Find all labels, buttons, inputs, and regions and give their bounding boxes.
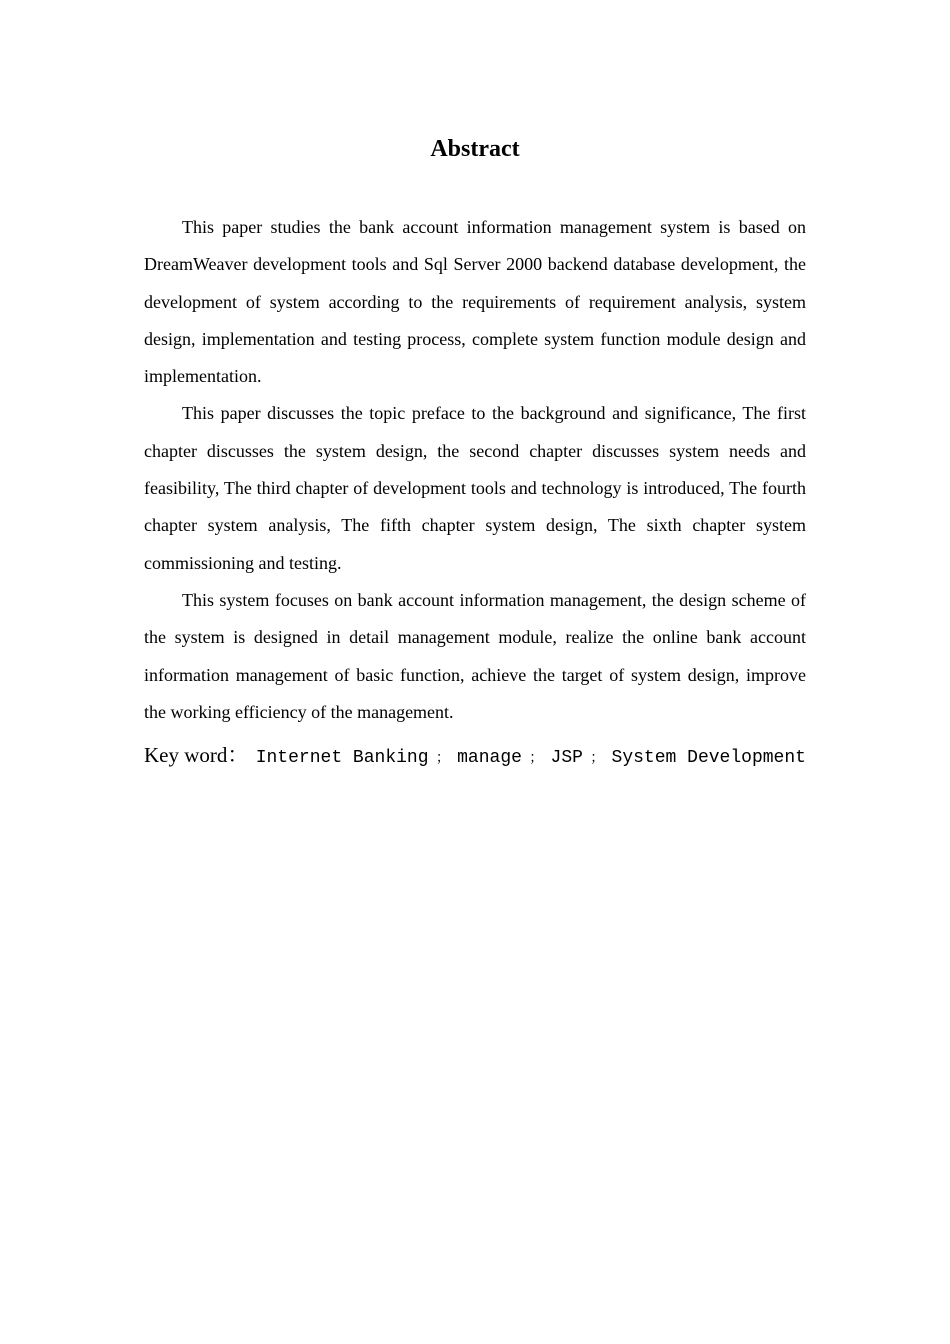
keyword-separator: ； xyxy=(435,751,450,768)
abstract-body xyxy=(144,209,806,731)
abstract-paragraph-3: This system focuses on bank account information management, the design scheme of the system is designed in detail management module, realize the online bank account information management of basic function, achieve the target of system design, improve the working efficiency of the management. xyxy=(144,589,806,722)
keyword-item: manage xyxy=(457,748,522,769)
abstract-paragraph-2: This paper discusses the topic preface to the background and significance, The first chapter discusses the system design, the second chapter discusses system needs and feasibility, The third chapter of development tools and technology is introduced, The fourth chapter system analysis, The fifth chapter system design, The sixth chapter system commissioning and testing. xyxy=(144,403,806,573)
keyword-item: Internet Banking xyxy=(255,748,429,769)
keyword-item: System Development xyxy=(611,748,806,769)
keyword-separator: ； xyxy=(529,751,544,768)
keywords-label: Key word： xyxy=(144,743,249,768)
abstract-section xyxy=(144,132,806,774)
keyword-item: JSP xyxy=(550,748,583,769)
abstract-paragraph-1: This paper studies the bank account information management system is based on DreamWeaver development tools and Sql Server 2000 backend database development, the development of system according to the requirements of requirement analysis, system design, implementation and testing process, complete system function module design and implementation. xyxy=(144,217,806,387)
abstract-title: Abstract xyxy=(430,136,520,162)
keywords-line xyxy=(144,740,806,774)
keyword-separator: ； xyxy=(590,751,605,768)
